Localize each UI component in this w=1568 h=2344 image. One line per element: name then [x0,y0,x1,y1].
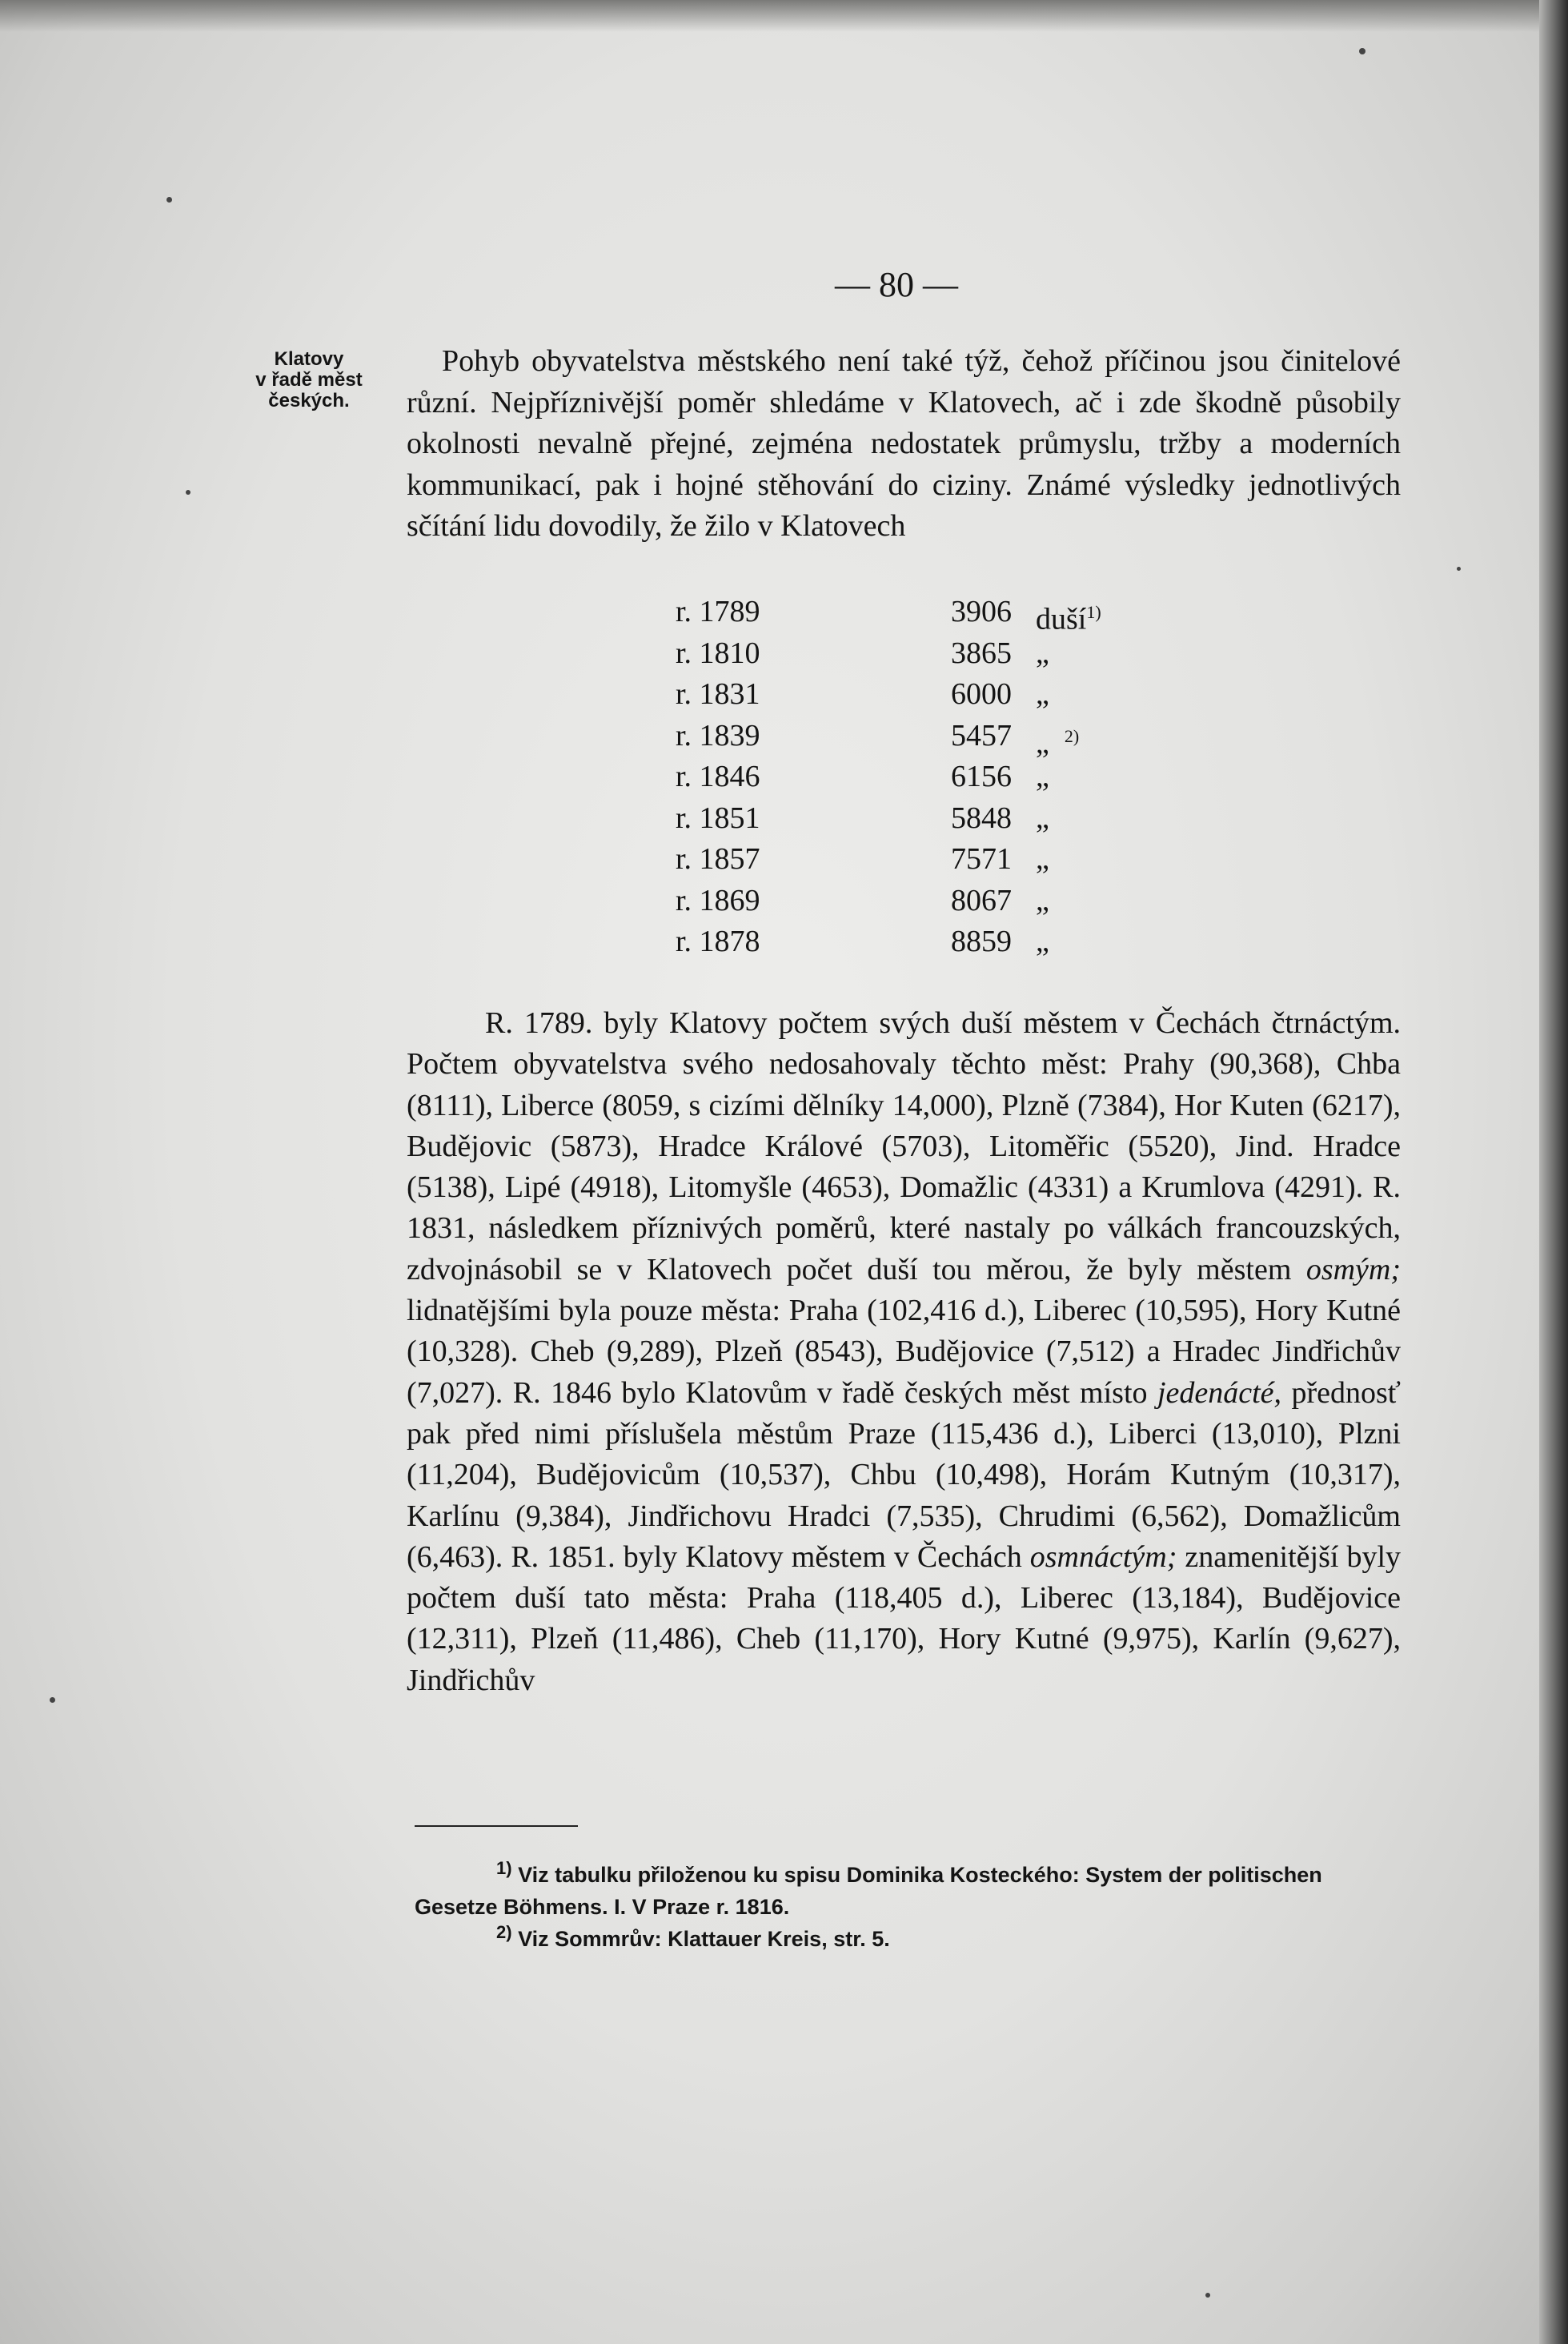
population-unit: „ [1036,677,1049,711]
population-unit: „ [1036,636,1049,670]
footnote-text: Viz Sommrův: Klattauer Kreis, str. 5. [518,1927,890,1951]
population-count: 7571 [951,842,1012,876]
population-unit: „ [1036,883,1049,917]
population-unit: „ [1036,760,1049,793]
population-row [672,921,1233,963]
population-count: 6156 [951,760,1012,793]
margin-note [237,349,381,411]
population-count: 3865 [951,636,1012,670]
population-row [672,757,1233,798]
population-row [672,798,1233,840]
margin-note-line: v řadě měst [255,369,363,391]
paragraph-intro: Pohyb obyvatelstva městského není také týž, čehož příčinou jsou činitelové různí. Nejpříznivější poměr shledáme v Klatovech, ač i zde škodně působily okolnosti nevalně přejné, zejména nedostatek průmyslu, tržby a moderních kommunikací, pak i hojné stěhování do ciziny. Známé výsledky jednotlivých sčítání lidu dovodily, že žilo v Klatovech [407,344,1401,543]
census-year: r. 1810 [676,636,760,670]
scan-shadow-right [1539,0,1568,2344]
emphasis-text: jedenácté, [1157,1375,1282,1410]
footnote-mark: 1) [496,1858,512,1878]
population-unit: „ $^{2)}$ [1036,725,1080,761]
population-count: 5457 [951,718,1012,753]
population-unit: „ [1036,925,1049,958]
footnote-ref: 2) [1064,725,1080,746]
paragraph-text: R. 1789. byly Klatovy počtem svých duší městem v Čechách čtrnáctým. Počtem obyvatelstva svého nedosahovaly těchto měst: Prahy (90,368), Chba (8111), Liberce (8059, s cizími dělníky 14,000), Plzně (7384), Hor Kuten (6217), Budějovic (5873), Hradce Králové (5703), Litoměřic (5520), Jind. Hradce (5138), Lipé (4918), Litomyšle (4653), Domažlic (4331) a Krumlova (4291). R. 1831, následkem příznivých poměrů, které nastaly po válkách francouzských, zdvojnásobil se v Klatovech počet duší tou měrou, že byly městem [407,1006,1401,1286]
population-count: 6000 [951,677,1012,711]
census-year: r. 1869 [676,883,760,917]
population-row [672,633,1233,675]
population-row [672,839,1233,881]
population-unit: duší$^{1)}$ [1036,602,1101,636]
paragraph-history [407,1003,1401,1701]
population-row [672,881,1233,922]
population-count: 8067 [951,883,1012,917]
scan-speck [1457,567,1461,571]
population-count: 8859 [951,925,1012,958]
footnote-ref: 1) [1086,602,1101,622]
census-year: r. 1789 [676,595,760,628]
population-row [672,674,1233,716]
footnote-text: Viz tabulku přiloženou ku spisu Dominika Kosteckého: System der politischen Gesetze Böhmens. I. V Praze r. 1816. [415,1863,1322,1919]
emphasis-text: osmým; [1305,1252,1402,1286]
scan-shadow-top [0,0,1568,32]
paragraph-text: lidnatějšími byla pouze města: Praha (102,416 d.), Liberec (10,595), Hory Kutné (10,328). Cheb (9,289), Plzeň (8543), Budějovice (7,512) a Hradec Jindřichův (7,027). R. 1846 bylo Klatovům v řadě českých měst místo [407,1294,1401,1410]
census-year: r. 1846 [676,760,760,793]
population-row [672,716,1233,761]
census-year: r. 1831 [676,677,760,711]
footnote-2 [415,1917,1409,1955]
scan-speck [166,197,172,203]
footnote-mark: 2) [496,1922,512,1942]
footnote-1 [415,1852,1409,1923]
population-count: 3906 [951,595,1012,628]
paragraph-text: přednosť pak před nimi příslušela městům Praze (115,436 d.), Liberci (13,010), Plzni (11,204), Budějovicům (10,537), Chbu (10,498), Horám Kutným (10,317), Karlínu (9,384), Jindřichovu Hradci (7,535), Chrudimi (6,562), Domažlicům (6,463). R. 1851. byly Klatovy městem v Čechách [407,1375,1402,1574]
census-year: r. 1857 [676,842,760,876]
page-number: — 80 — [835,265,958,304]
census-year: r. 1839 [676,718,760,753]
population-row [672,592,1233,636]
population-unit: „ [1036,842,1049,876]
margin-note-line: Klatovy [274,348,344,370]
emphasis-text: osmnáctým; [1029,1539,1177,1574]
scan-speck [1205,2293,1210,2298]
paragraph-text: znamenitější byly počtem duší tato města: Praha (118,405 d.), Liberec (13,184), Budějovice (12,311), Plzeň (11,486), Cheb (11,170), Hory Kutné (9,975), Karlín (9,627), Jindřichův [407,1539,1402,1697]
population-table [672,592,1233,963]
footnote-divider [415,1825,578,1827]
population-count: 5848 [951,801,1012,835]
census-year: r. 1851 [676,801,760,835]
population-unit: „ [1036,801,1049,835]
census-year: r. 1878 [676,925,760,958]
margin-note-line: českých. [268,390,350,411]
scan-speck [50,1697,55,1703]
scan-speck [186,490,190,495]
scan-speck [1359,48,1365,54]
